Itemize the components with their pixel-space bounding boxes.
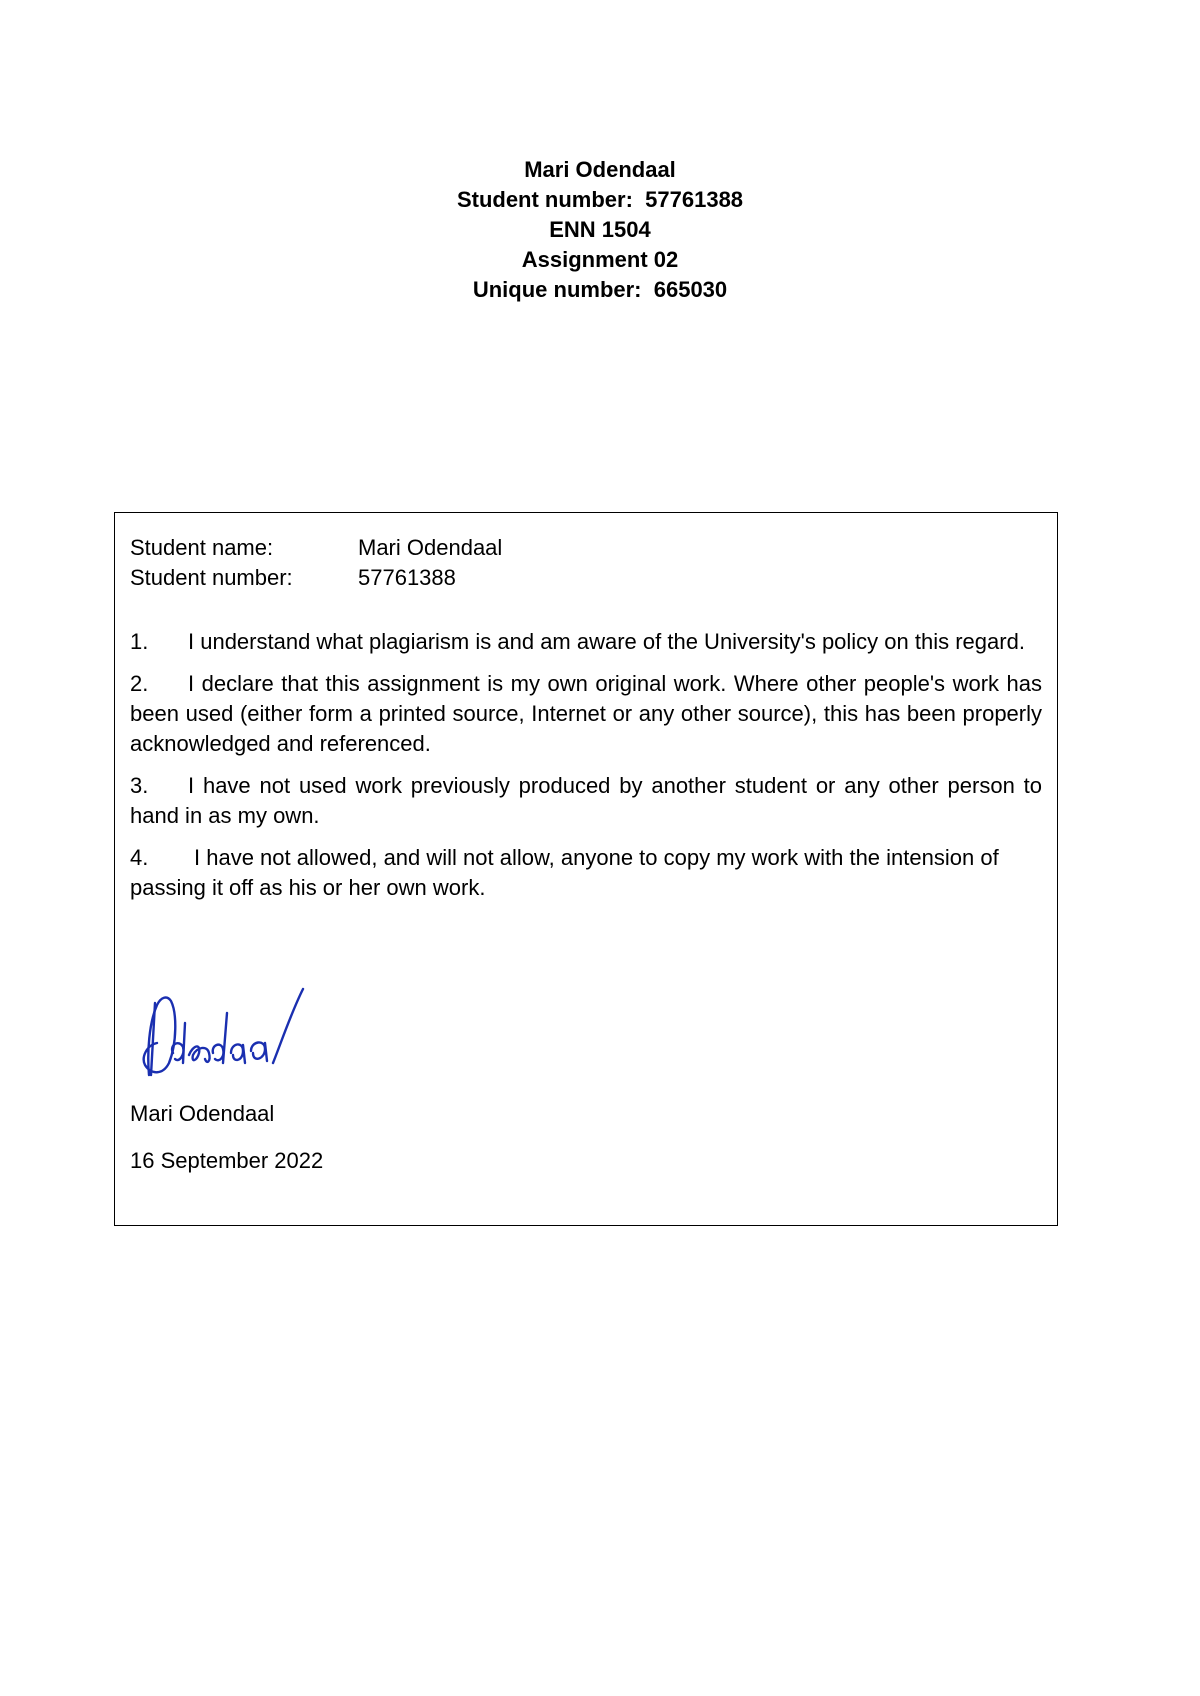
- student-name-label: Student name:: [130, 535, 274, 560]
- declaration-statement-2: [130, 669, 1042, 759]
- header-assignment: Assignment 02: [521, 247, 679, 272]
- statement-text: I have not used work previously produced by another student or any other person to hand in as my own.: [130, 773, 1042, 828]
- statement-text: I understand what plagiarism is and am aware of the University's policy on this regard.: [188, 629, 1025, 654]
- student-number-value: 57761388: [358, 565, 456, 590]
- student-name-row: [130, 533, 1042, 563]
- declaration-content: [130, 533, 1042, 903]
- signed-name: Mari Odendaal: [130, 1101, 275, 1126]
- header-name: Mari Odendaal: [524, 157, 676, 182]
- student-name-value: Mari Odendaal: [358, 535, 503, 560]
- statement-text: I declare that this assignment is my own original work. Where other people's work has been used (either form a printed source, Internet or any other source), this has been properly acknowledged and referenced.: [130, 671, 1042, 756]
- statement-number: 1.: [130, 629, 149, 654]
- header-student-number: Student number: 57761388: [456, 187, 744, 212]
- statement-number: 3.: [130, 773, 149, 798]
- declaration-statement-1: [130, 627, 1042, 657]
- student-number-label: Student number:: [130, 565, 293, 590]
- student-number-row: [130, 563, 1042, 593]
- statement-number: 4.: [130, 845, 149, 870]
- header-module-code: ENN 1504: [549, 217, 651, 242]
- signature-icon: [127, 983, 317, 1083]
- plagiarism-declaration-box: [114, 512, 1058, 1226]
- cover-header: [0, 155, 1200, 305]
- statement-number: 2.: [130, 671, 149, 696]
- declaration-date: 16 September 2022: [130, 1148, 324, 1173]
- declaration-statement-3: [130, 771, 1042, 831]
- statement-text: I have not allowed, and will not allow, anyone to copy my work with the intension of passing it off as his or her own work.: [130, 845, 999, 900]
- declaration-statement-4: [130, 843, 1042, 903]
- header-unique-number: Unique number: 665030: [472, 277, 728, 302]
